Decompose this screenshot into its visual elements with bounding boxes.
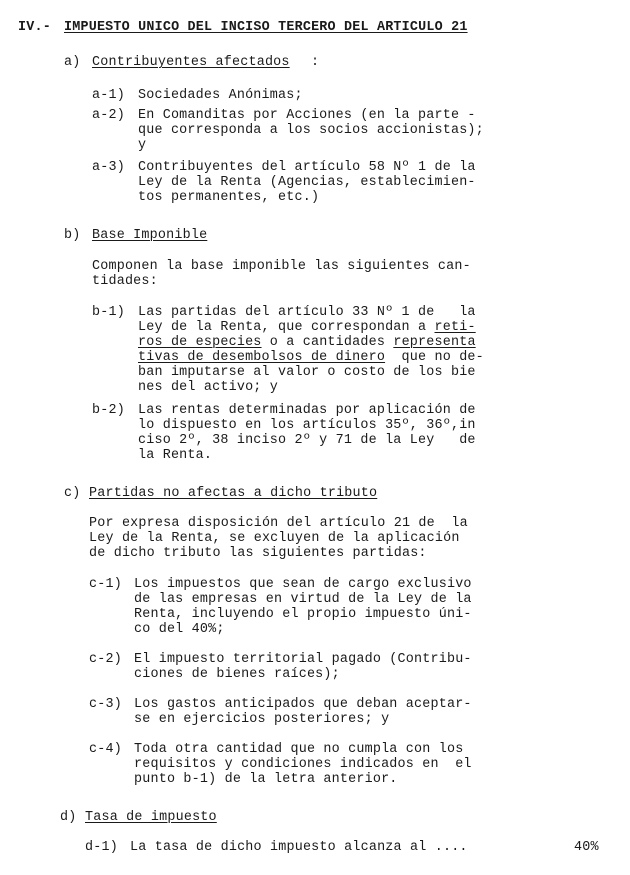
b2-line-4: la Renta. [138,448,213,463]
b1-line-3-underlined: ros de especies [138,335,262,350]
b1-line-4-underlined: tivas de desembolsos de dinero [138,350,386,365]
b-intro-2: tidades: [92,274,158,289]
b-label: b) [64,228,81,243]
c1-line-4: co del 40%; [134,622,225,637]
a3-line-1: Contribuyentes del artículo 58 Nº 1 de la [138,160,476,175]
b2-line-2: lo dispuesto en los artículos 35º, 36º,in [138,418,476,433]
a-heading-suffix: : [311,55,320,70]
c-intro-1: Por expresa disposición del artículo 21 de la [89,516,468,531]
c1-id: c-1) [89,577,122,592]
a1-line: Sociedades Anónimas; [138,88,303,103]
d1-id: d-1) [85,840,118,855]
d-heading: Tasa de impuesto [85,810,217,825]
c1-line-1: Los impuestos que sean de cargo exclusivo [134,577,472,592]
b1-id: b-1) [92,305,125,320]
a2-line-3: y [138,138,147,153]
c3-line-2: se en ejercicios posteriores; y [134,712,390,727]
a-label: a) [64,55,81,70]
c4-line-1: Toda otra cantidad que no cumpla con los [134,742,464,757]
b1-line-4-text: que no de- [385,350,484,365]
b1-line-3-text: o a cantidades [261,335,394,350]
c2-line-1: El impuesto territorial pagado (Contribu- [134,652,472,667]
b1-line-3-underlined-end: representa [393,335,476,350]
c-intro-2: Ley de la Renta, se excluyen de la aplicación [89,531,460,546]
c4-id: c-4) [89,742,122,757]
c3-id: c-3) [89,697,122,712]
b1-line-3 [138,335,476,350]
b1-line-1: Las partidas del artículo 33 Nº 1 de la [138,305,476,320]
c3-line-1: Los gastos anticipados que deban aceptar- [134,697,472,712]
b2-line-3: ciso 2º, 38 inciso 2º y 71 de la Ley de [138,433,476,448]
c-label: c) [64,486,81,501]
section-number: IV.- [18,20,51,35]
b1-line-2-text: Ley de la Renta, que correspondan a [138,320,435,335]
a3-line-2: Ley de la Renta (Agencias, establecimien- [138,175,476,190]
a3-line-3: tos permanentes, etc.) [138,190,320,205]
b1-line-6: nes del activo; y [138,380,279,395]
d1-rate: 40% [574,840,599,855]
a2-line-1: En Comanditas por Acciones (en la parte - [138,108,476,123]
a2-line-2: que corresponda a los socios accionistas); [138,123,484,138]
d1-text: La tasa de dicho impuesto alcanza al .... [130,840,468,855]
b-heading: Base Imponible [92,228,208,243]
a2-id: a-2) [92,108,125,123]
c1-line-3: Renta, incluyendo el propio impuesto úni- [134,607,472,622]
c1-line-2: de las empresas en virtud de la Ley de la [134,592,472,607]
c4-line-2: requisitos y condiciones indicados en el [134,757,472,772]
b1-line-2 [138,320,476,335]
section-title: IMPUESTO UNICO DEL INCISO TERCERO DEL ARTICULO 21 [64,20,468,35]
a3-id: a-3) [92,160,125,175]
b1-line-2-underlined: reti- [434,320,476,335]
c2-id: c-2) [89,652,122,667]
c-heading: Partidas no afectas a dicho tributo [89,486,378,501]
a1-id: a-1) [92,88,125,103]
d-label: d) [60,810,77,825]
c4-line-3: punto b-1) de la letra anterior. [134,772,398,787]
b2-line-1: Las rentas determinadas por aplicación de [138,403,476,418]
b1-line-5: ban imputarse al valor o costo de los bie [138,365,476,380]
c-intro-3: de dicho tributo las siguientes partidas: [89,546,427,561]
b-intro-1: Componen la base imponible las siguientes can- [92,259,471,274]
b2-id: b-2) [92,403,125,418]
a-heading: Contribuyentes afectados [92,55,290,70]
b1-line-4 [138,350,484,365]
c2-line-2: ciones de bienes raíces); [134,667,340,682]
